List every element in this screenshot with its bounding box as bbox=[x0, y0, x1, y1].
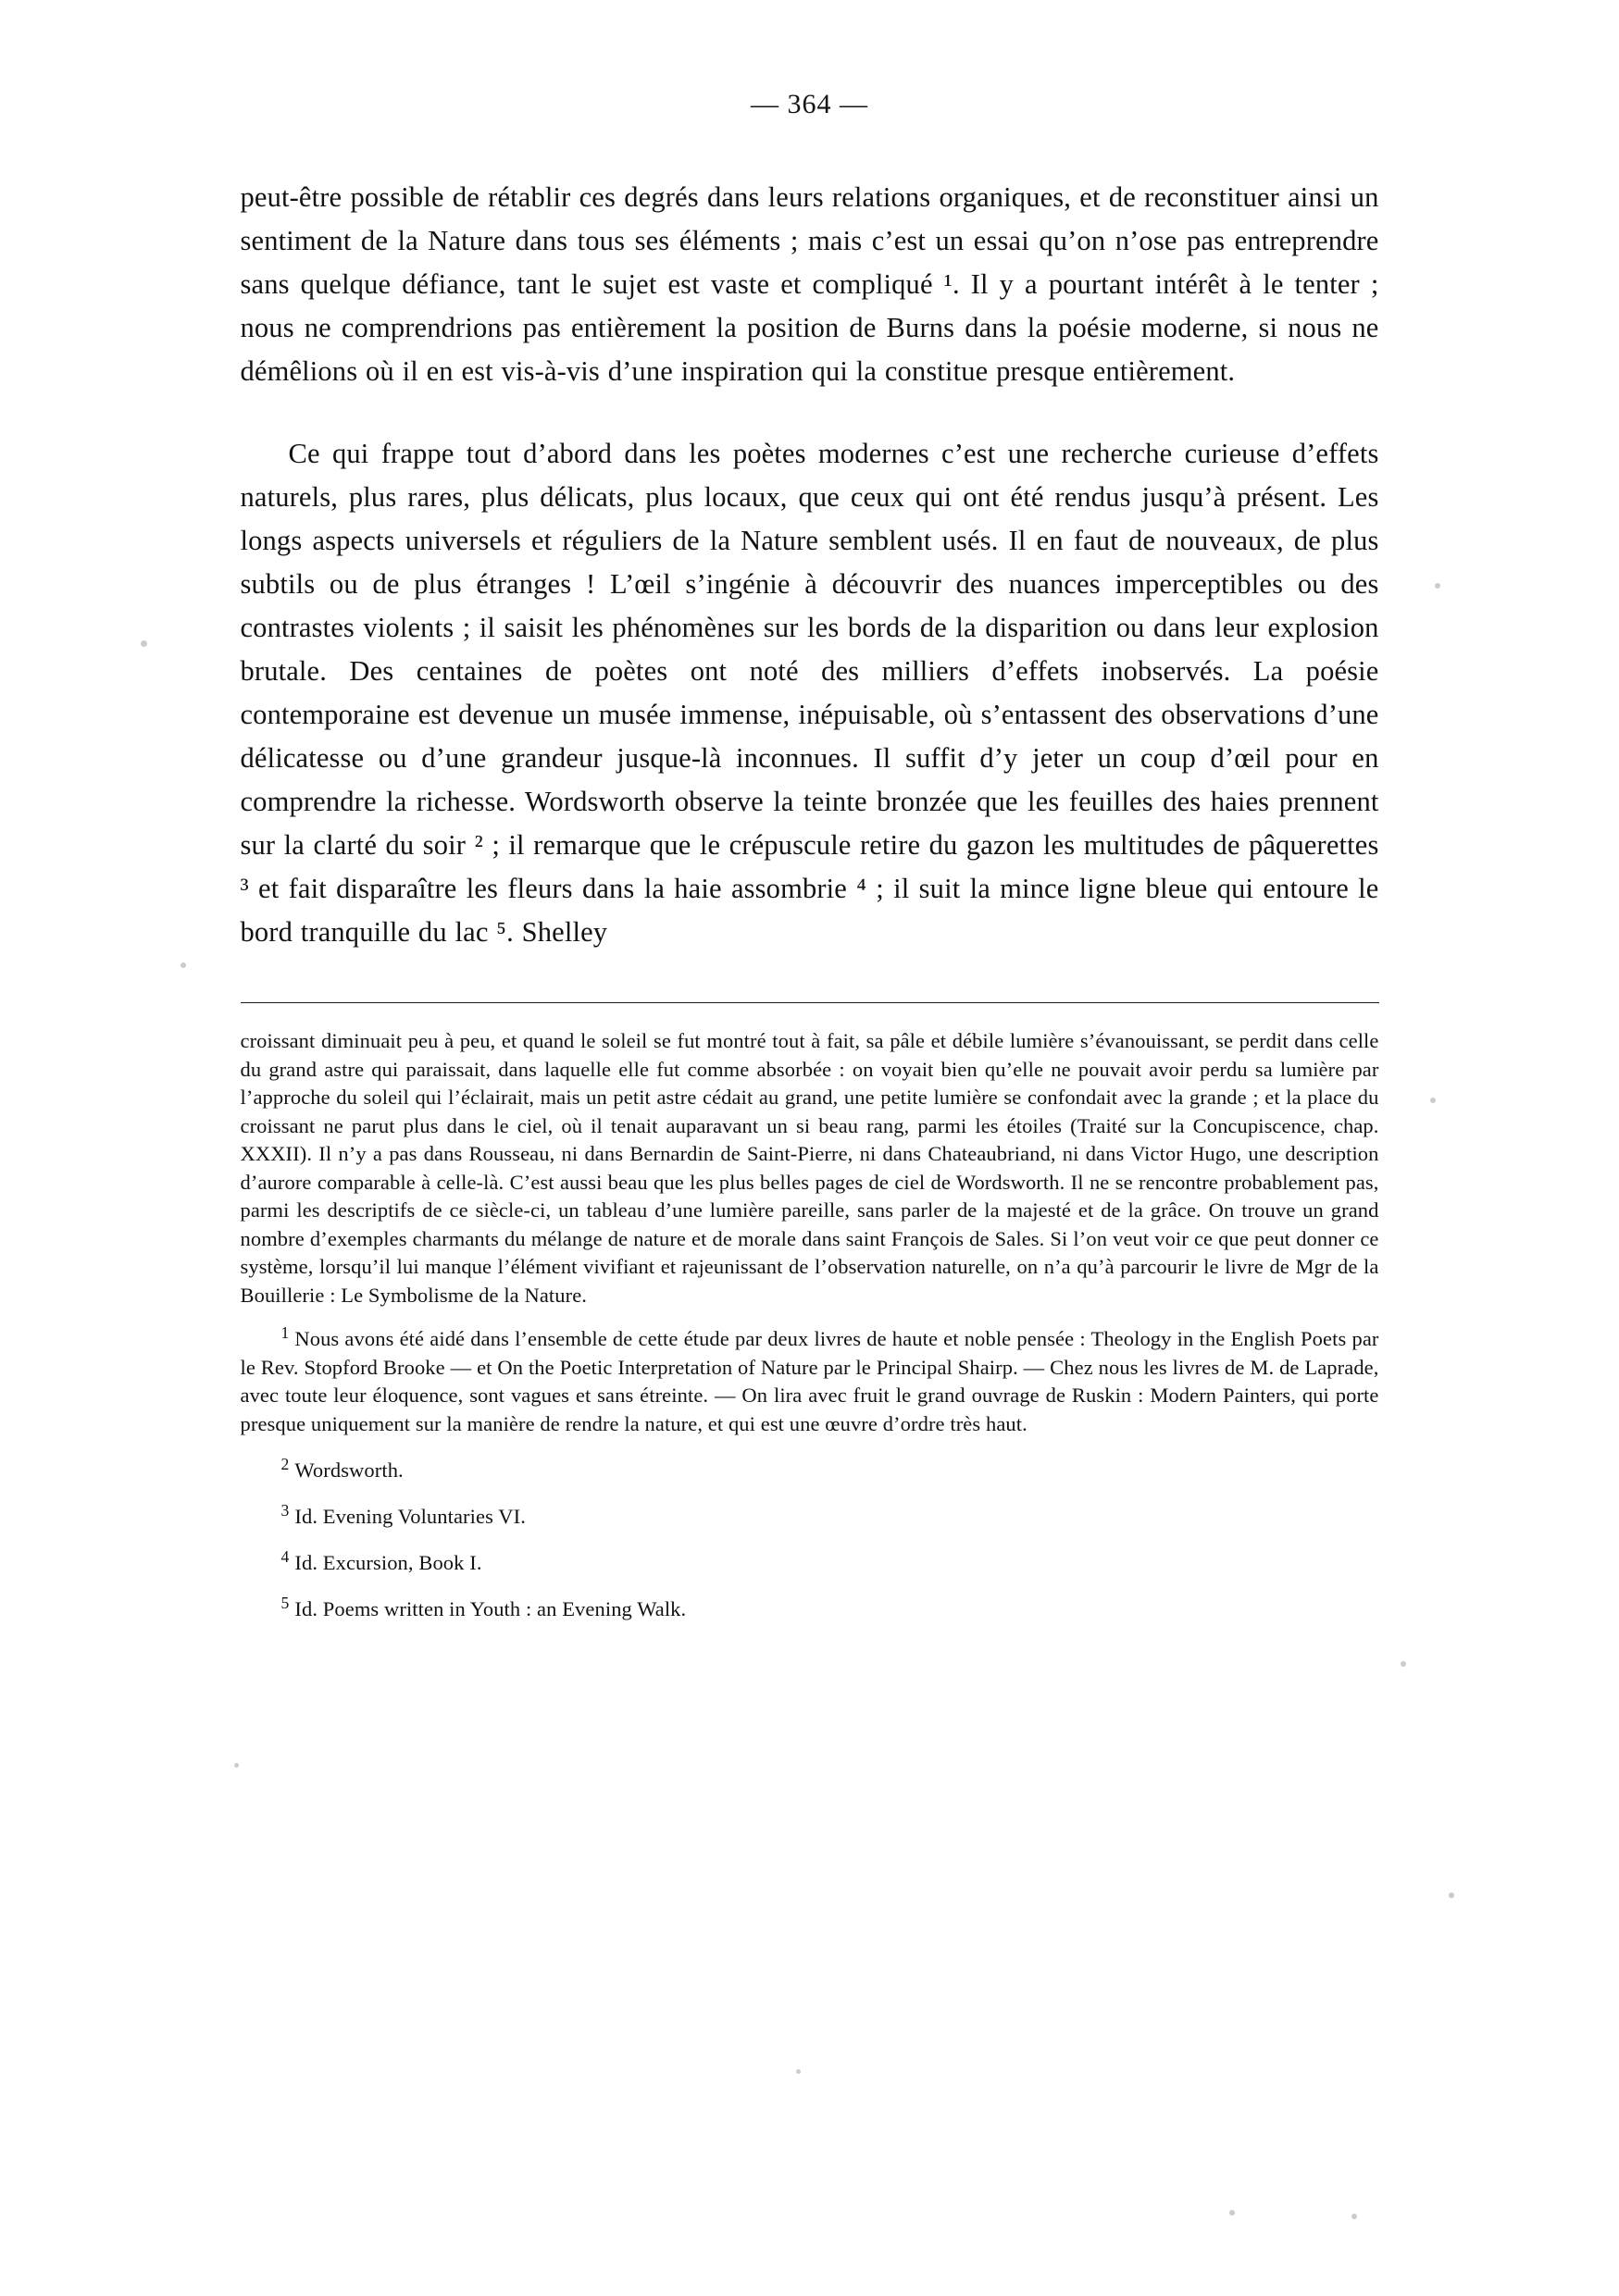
body-paragraph-1: peut-être possible de rétablir ces degrés dans leurs relations organiques, et de reconstituer ainsi un sentiment de la Nature dans tous ses éléments ; mais c’est un essai qu’on n’ose pas entreprendre sans quelque défiance, tant le sujet est vaste et compliqué ¹. Il y a pourtant intérêt à le tenter ; nous ne comprendrions pas entièrement la position de Burns dans la poésie moderne, si nous ne démêlions où il en est vis-à-vis d’une inspiration qui la constitue presque entièrement. bbox=[240, 181, 1379, 387]
footnote-item-1 bbox=[240, 1322, 1379, 1438]
footnote-text-5: Id. Poems written in Youth : an Evening Walk. bbox=[294, 1597, 687, 1620]
scan-speck bbox=[1401, 1661, 1406, 1667]
body-paragraph-2: Ce qui frappe tout d’abord dans les poètes modernes c’est une recherche curieuse d’effets naturels, plus rares, plus délicats, plus locaux, que ceux qui ont été rendus jusqu’à présent. Les longs aspects universels et réguliers de la Nature semblent usés. Il en faut de nouveaux, de plus subtils ou de plus étranges ! L’œil s’ingénie à découvrir des nuances imperceptibles ou des contrastes violents ; il saisit les phénomènes sur les bords de la disparition ou dans leur explosion brutale. Des centaines de poètes ont noté des milliers d’effets inobservés. La poésie contemporaine est devenue un musée immense, inépuisable, où s’entassent des observations d’une délicatesse ou d’une grandeur jusque-là inconnues. Il suffit d’y jeter un coup d’œil pour en comprendre la richesse. Wordsworth observe la teinte bronzée que les feuilles des haies prennent sur la clarté du soir ² ; il remarque que le crépuscule retire du gazon les multitudes de pâquerettes ³ et fait disparaître les fleurs dans la haie assombrie ⁴ ; il suit la mince ligne bleue qui entoure le bord tranquille du lac ⁵. Shelley bbox=[240, 438, 1379, 948]
scan-speck bbox=[796, 2069, 801, 2074]
page-body bbox=[241, 120, 1379, 954]
scan-speck bbox=[1430, 1098, 1436, 1103]
footnote-mark-2: 2 bbox=[280, 1454, 290, 1473]
footnote-continuation: croissant diminuait peu à peu, et quand le soleil se fut montré tout à fait, sa pâle et débile lumière s’évanouissant, se perdit dans celle du grand astre qui paraissait, dans laquelle elle fut comme absorbée : on voyait bien qu’elle ne pouvait avoir perdu sa lumière par l’approche du soleil qui l’éclairait, mais un petit astre cédait au grand, une petite lumière se confondait avec la grande ; et la place du croissant ne parut plus dans le ciel, où il tenait auparavant un si beau rang, parmi les étoiles (Traité sur la Concupiscence, chap. XXXII). Il n’y a pas dans Rousseau, ni dans Bernardin de Saint-Pierre, ni dans Chateaubriand, ni dans Victor Hugo, une description d’aurore comparable à celle-là. C’est aussi beau que les plus belles pages de ciel de Wordsworth. Il ne se rencontre probablement pas, parmi les descriptifs de ce siècle-ci, un tableau d’une lumière pareille, sans parler de la majesté et de la grâce. On trouve un grand nombre d’exemples charmants du mélange de nature et de morale dans saint François de Sales. Si l’on veut voir ce que peut donner ce système, lorsqu’il lui manque l’élément vivifiant et rajeunissant de l’observation naturelle, on n’a qu’à parcourir le livre de Mgr de la Bouillerie : Le Symbolisme de la Nature. bbox=[240, 1029, 1379, 1307]
footnote-text-3: Id. Evening Voluntaries VI. bbox=[294, 1505, 526, 1528]
footnote-item-5 bbox=[241, 1595, 1379, 1623]
footnote-mark-1: 1 bbox=[280, 1322, 290, 1342]
footnote-item-2 bbox=[241, 1454, 1379, 1484]
footnote-mark-5: 5 bbox=[280, 1593, 290, 1612]
scan-speck bbox=[1449, 1893, 1454, 1898]
scan-speck bbox=[1229, 2210, 1235, 2215]
scan-speck bbox=[181, 962, 186, 968]
scan-speck bbox=[234, 1763, 239, 1768]
footnote-item-3 bbox=[241, 1500, 1379, 1531]
scan-speck bbox=[141, 640, 147, 647]
footnote-text-1: Nous avons été aidé dans l’ensemble de cette étude par deux livres de haute et noble pensée : Theology in the English Poets par le Rev. Stopford Brooke — et On the Poetic Interpretation of Nature par le Principal Shairp. — Chez nous les livres de M. de Laprade, avec toute leur éloquence, sont vagues et sans étreinte. — On lira avec fruit le grand ouvrage de Ruskin : Modern Painters, qui porte presque uniquement sur la manière de rendre la nature, et qui est une œuvre d’ordre très haut. bbox=[240, 1327, 1379, 1435]
footnote-mark-4: 4 bbox=[280, 1546, 290, 1566]
footnote-text-4: Id. Excursion, Book I. bbox=[294, 1551, 482, 1574]
page-number: — 364 — bbox=[751, 89, 868, 119]
scan-speck bbox=[1435, 583, 1440, 589]
scan-speck bbox=[1351, 2214, 1357, 2219]
footnote-item-4 bbox=[241, 1546, 1379, 1577]
footnote-text-2: Wordsworth. bbox=[294, 1458, 404, 1482]
footnote-mark-3: 3 bbox=[280, 1500, 290, 1520]
footnotes bbox=[241, 1003, 1379, 1623]
